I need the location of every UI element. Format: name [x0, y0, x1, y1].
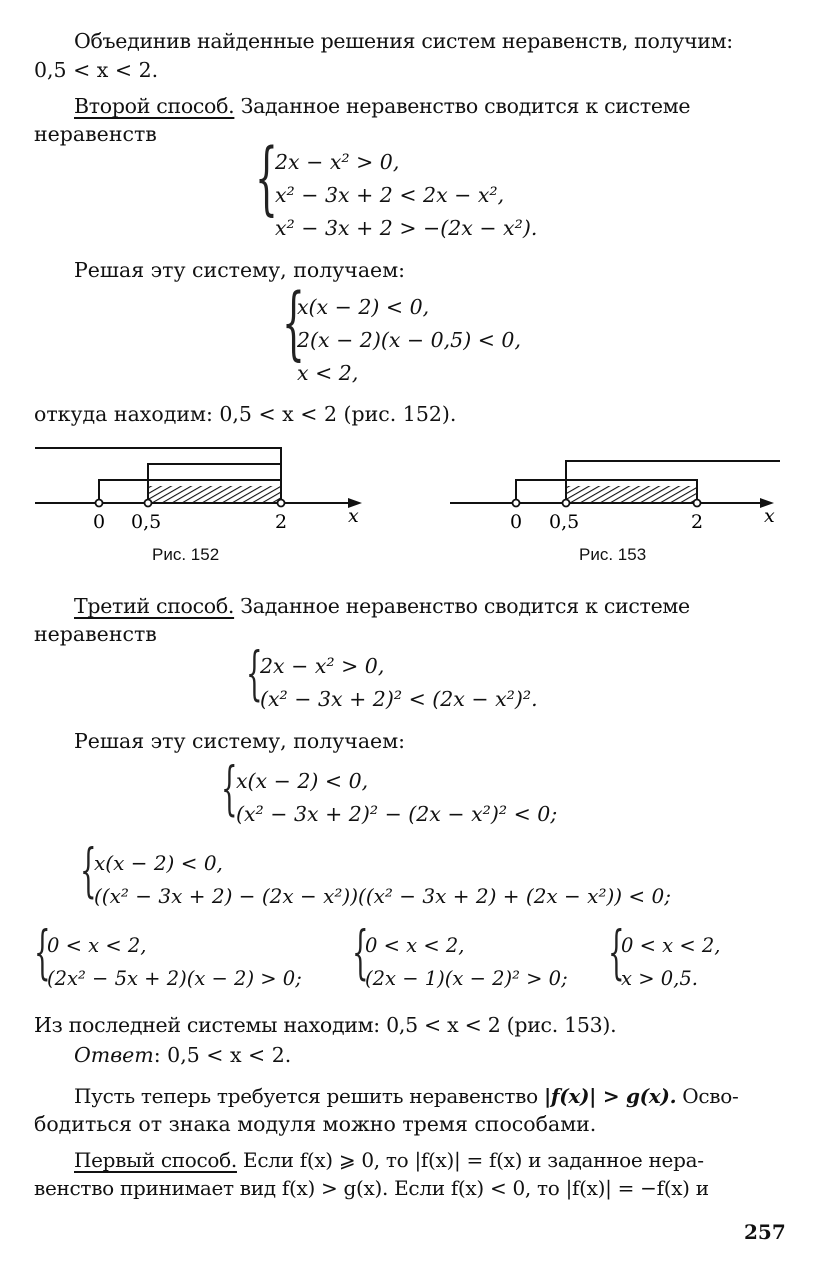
open-point [278, 500, 285, 507]
text-line: Из последней системы находим: 0,5 < x < 2 (рис. 153). [34, 1013, 617, 1037]
answer-label: Ответ [74, 1043, 154, 1067]
hatched-region [149, 486, 280, 503]
equation: x(x − 2) < 0, [297, 295, 430, 319]
hatched-region [567, 486, 696, 503]
equation: 2x − x² > 0, [275, 150, 400, 174]
equation: x² − 3x + 2 < 2x − x², [275, 183, 505, 207]
figure-153 [448, 440, 788, 540]
equation-system [236, 765, 557, 831]
text-line: Решая эту систему, получаем: [74, 729, 406, 753]
tick-label: 0 [93, 511, 106, 533]
text-line: откуда находим: 0,5 < x < 2 (рис. 152). [34, 402, 457, 426]
tick-label: 2 [691, 511, 704, 533]
text-line: бодиться от знака модуля можно тремя способами. [34, 1112, 597, 1136]
text-line: Первый способ. Если f(x) ⩾ 0, то |f(x)| = f(x) и заданное нера- [74, 1148, 704, 1172]
brace-icon: { [246, 639, 263, 707]
text-line: Третий способ. Заданное неравенство сводится к системе [74, 594, 690, 618]
equation-system [621, 929, 720, 995]
equation: 2(x − 2)(x − 0,5) < 0, [297, 328, 521, 352]
section-title: Второй способ. [74, 94, 235, 118]
tick-label: 0,5 [549, 511, 580, 533]
open-point [694, 500, 701, 507]
text-line: венство принимает вид f(x) > g(x). Если f(x) < 0, то |f(x)| = −f(x) и [34, 1176, 709, 1200]
text-line: Решая эту систему, получаем: [74, 258, 406, 282]
answer-line: Ответ: 0,5 < x < 2. [74, 1043, 292, 1067]
equation: 2x − x² > 0, [260, 654, 385, 678]
page-number: 257 [744, 1220, 786, 1244]
open-point [563, 500, 570, 507]
section-title: Третий способ. [74, 594, 235, 618]
equation-system [297, 291, 521, 390]
equation: ((x² − 3x + 2) − (2x − x²))((x² − 3x + 2) + (2x − x²)) < 0; [94, 884, 672, 908]
equation: x < 2, [297, 361, 359, 385]
equation: x(x − 2) < 0, [236, 769, 369, 793]
figure-caption: Рис. 152 [152, 545, 220, 564]
open-point [513, 500, 520, 507]
tick-label: 0 [510, 511, 523, 533]
equation: 0 < x < 2, [47, 934, 147, 957]
brace-icon: { [352, 918, 369, 986]
brace-icon: { [282, 276, 305, 369]
equation: (x² − 3x + 2)² − (2x − x²)² < 0; [236, 802, 558, 826]
text-line: Объединив найденные решения систем неравенств, получим: [74, 29, 733, 53]
brace-icon: { [255, 131, 278, 224]
equation-system [365, 929, 568, 995]
brace-icon: { [34, 918, 51, 986]
tick-label: 0,5 [131, 511, 162, 533]
text-line: Второй способ. Заданное неравенство сводится к системе [74, 94, 691, 118]
text-line: 0,5 < x < 2. [34, 58, 159, 82]
equation-system [275, 146, 537, 245]
open-point [145, 500, 152, 507]
brace-icon: { [608, 918, 625, 986]
equation: (2x² − 5x + 2)(x − 2) > 0; [47, 967, 302, 990]
equation-system [260, 650, 538, 716]
text-line: неравенств [34, 122, 157, 146]
equation: 0 < x < 2, [365, 934, 465, 957]
equation: (2x − 1)(x − 2)² > 0; [365, 967, 568, 990]
open-point [96, 500, 103, 507]
brace-icon: { [221, 754, 238, 822]
equation-system [47, 929, 302, 995]
equation: 0 < x < 2, [621, 934, 721, 957]
equation-system [94, 847, 671, 913]
section-title: Первый способ. [74, 1148, 237, 1172]
equation: (x² − 3x + 2)² < (2x − x²)². [260, 687, 538, 711]
axis-label: x [764, 505, 775, 527]
tick-label: 2 [275, 511, 288, 533]
figure-caption: Рис. 153 [579, 545, 647, 564]
text-line: Пусть теперь требуется решить неравенство |f(x)| > g(x). Осво- [74, 1084, 739, 1108]
text-line: неравенств [34, 622, 157, 646]
figure-152 [30, 440, 370, 540]
brace-icon: { [80, 836, 97, 904]
equation: x² − 3x + 2 > −(2x − x²). [275, 216, 538, 240]
equation: x > 0,5. [621, 967, 698, 990]
equation: x(x − 2) < 0, [94, 851, 223, 875]
axis-label: x [348, 505, 359, 527]
